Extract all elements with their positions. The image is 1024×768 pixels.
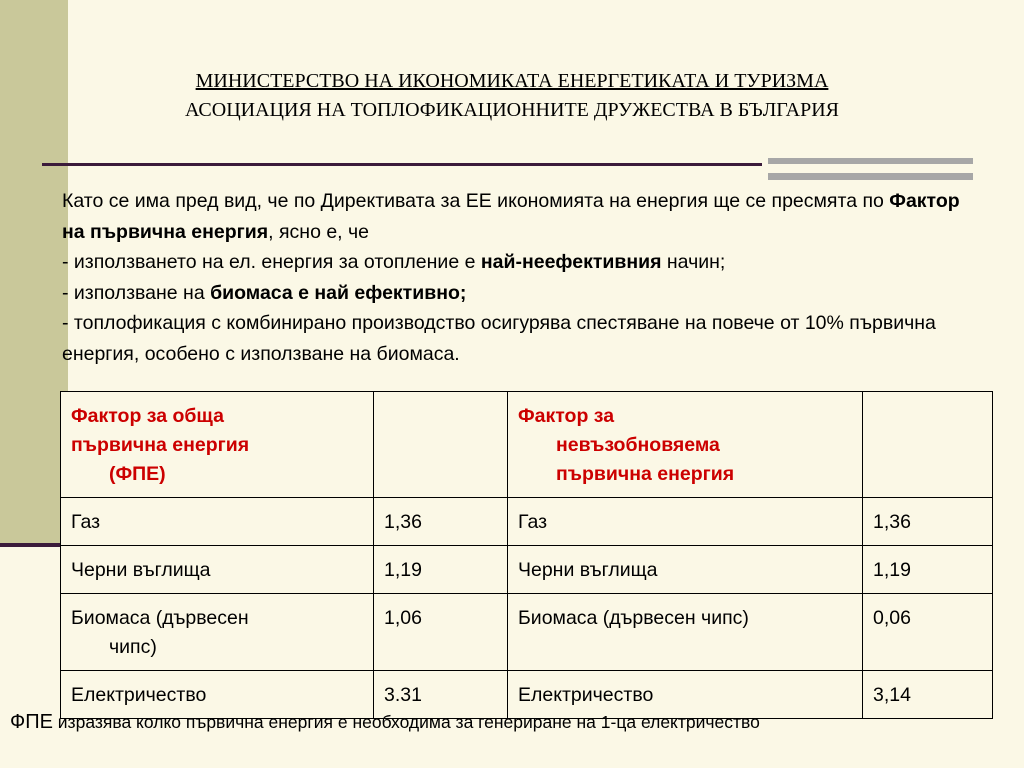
header-divider-gray-bottom [768,173,973,180]
header-nonrenewable-factor: Фактор за невъзобновяема първична енергия [508,392,863,498]
header-divider [42,163,762,166]
row-gas-value-left: 1,36 [374,498,508,546]
header-empty-left [374,392,508,498]
table-header-row [61,392,993,498]
row-biomass-value-right: 0,06 [863,594,993,671]
row-gas-name-left: Газ [61,498,374,546]
intro-bold-factor: Фактор на първична енергия [62,190,960,243]
row-electricity-value-right: 3,14 [863,671,993,719]
footnote-text: изразява колко първична енергия е необходима за генериране на 1-ца електричество [52,712,760,732]
primary-energy-factor-table [60,391,993,719]
row-electricity-value-left: 3.31 [374,671,508,719]
row-coal-name-right: Черни въглища [508,546,863,594]
intro-paragraph-1: Като се има пред вид, че по Директивата за ЕЕ икономията на енергия ще се пресмята по Фактор на първична енергия, ясно е, че [62,190,960,243]
row-biomass-name-right: Биомаса (дървесен чипс) [508,594,863,671]
intro-bold-biomass: биомаса е най ефективно; [210,281,467,304]
row-biomass-name-left: Биомаса (дървесен чипс) [61,594,374,671]
row-coal-value-left: 1,19 [374,546,508,594]
intro-paragraph-2: - използването на ел. енергия за отопление е най-неефективния начин; [62,251,726,273]
intro-bold-inefficient: най-неефективния [480,251,662,273]
row-gas-value-right: 1,36 [863,498,993,546]
intro-paragraph-4: - топлофикация с комбинирано производство осигурява спестяване на повече от 10% първична енергия, особено с използване на биомаса. [62,312,936,365]
footnote [10,710,1020,735]
row-electricity-name-right: Електричество [508,671,863,719]
header-empty-right [863,392,993,498]
footnote-abbreviation: ФПЕ [10,711,53,733]
row-gas-name-right: Газ [508,498,863,546]
row-electricity-name-left: Електричество [61,671,374,719]
table-row [61,546,993,594]
row-coal-name-left: Черни въглища [61,546,374,594]
table-row [61,594,993,671]
table-row [61,498,993,546]
row-biomass-value-left: 1,06 [374,594,508,671]
header-total-factor: Фактор за обща първична енергия (ФПЕ) [61,392,374,498]
row-coal-value-right: 1,19 [863,546,993,594]
association-title: АСОЦИАЦИЯ НА ТОПЛОФИКАЦИОННИТЕ ДРУЖЕСТВА В БЪЛГАРИЯ [184,99,839,121]
header-divider-gray-top [768,158,973,164]
intro-paragraph-3: - използване на биомаса е най ефективно; [62,281,467,304]
ministry-title: МИНИСТЕРСТВО НА ИКОНОМИКАТА ЕНЕРГЕТИКАТА И ТУРИЗМА [195,70,829,92]
intro-text [62,186,982,369]
side-band-underline [0,543,68,547]
